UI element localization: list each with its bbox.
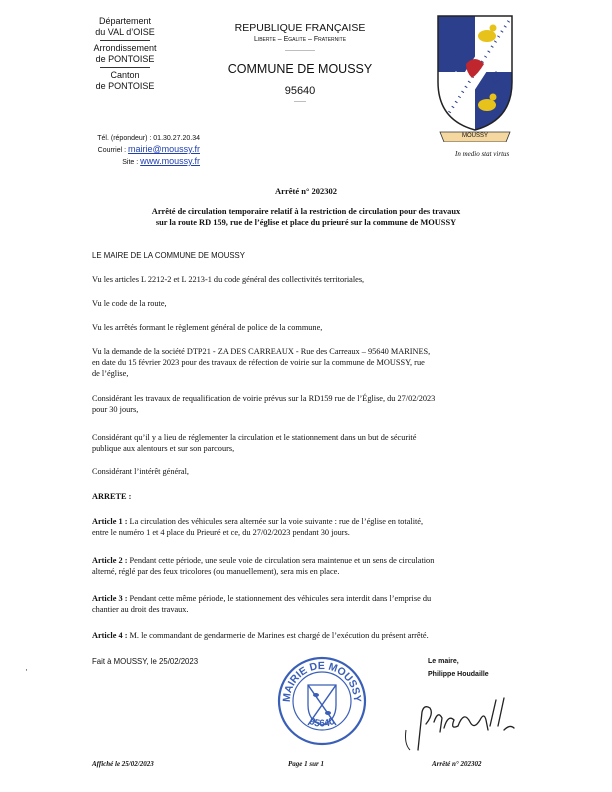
separator: --------------- [285, 48, 315, 54]
coat-of-arms [430, 12, 520, 142]
text-line: Considérant les travaux de requalification de voirie prévus sur la RD159 rue de l’Église, du 27/02/2023 [92, 394, 436, 403]
footer-affiche: Affiché le 25/02/2023 [92, 760, 154, 768]
postcode: 95640 [284, 85, 316, 97]
arrete-number: Arrêté n° 202302 [275, 186, 337, 196]
vu-reglement: Vu les arrêtés formant le règlement général de police de la commune, [92, 323, 323, 332]
text-line [92, 630, 522, 641]
article-2-label: Article 2 : [92, 556, 128, 565]
email-row [60, 144, 200, 156]
site-row [60, 156, 200, 168]
mairie-stamp [276, 655, 368, 747]
stamp-top-text: MAIRIE DE MOUSSY [280, 659, 364, 703]
article-3 [92, 593, 522, 615]
text-line [92, 593, 522, 604]
footer-page: Page 1 sur 1 [288, 760, 324, 768]
arrete-heading: ARRETE : [92, 492, 132, 501]
article-3-label: Article 3 : [92, 594, 128, 603]
text-line: en date du 15 février 2023 pour des travaux de réfection de voirie sur la commune de MOUSSY, rue [92, 358, 425, 367]
republique: REPUBLIQUE FRANÇAISE [234, 22, 366, 34]
email-link[interactable]: mairie@moussy.fr [128, 144, 200, 154]
stray-dot: · [25, 665, 28, 675]
text-line: de l’église, [92, 369, 129, 378]
signature [400, 690, 520, 755]
text-line: Considérant qu’il y a lieu de réglementer la circulation et le stationnement dans un but de sécurité [92, 433, 417, 442]
article-4 [92, 630, 522, 641]
canton-line1: Canton [110, 70, 140, 80]
svg-text:⚜: ⚜ [447, 68, 465, 89]
article-4-label: Article 4 : [92, 631, 128, 640]
article-text: Pendant cette période, une seule voie de circulation sera maintenue et un sens de circulation [127, 556, 435, 565]
title-line1: Arrêté de circulation temporaire relatif à la restriction de circulation pour des travaux [151, 207, 461, 216]
header-center [200, 22, 400, 105]
title-line2: sur la route RD 159, rue de l’église et place du prieuré sur la commune de MOUSSY [155, 218, 457, 227]
phone: Tél. (répondeur) : 01.30.27.20.34 [97, 135, 200, 142]
text-line: publique aux alentours et sur son parcours, [92, 444, 235, 453]
signer-block [428, 655, 489, 681]
departement-line2: du VAL d’OISE [95, 27, 155, 37]
departement-line1: Département [98, 16, 152, 26]
devise: Liberte – Egalite – Fraternite [253, 36, 347, 43]
text-line: Vu la demande de la société DTP21 - ZA DES CARREAUX - Rue des Carreaux – 95640 MARINES, [92, 347, 431, 356]
signature-icon [400, 690, 520, 755]
text-line: chantier au droit des travaux. [92, 605, 189, 614]
arrondissement-line1: Arrondissement [93, 43, 157, 53]
vu-code-route: Vu le code de la route, [92, 299, 167, 308]
signer-title: Le maire, [428, 658, 459, 665]
signer-name: Philippe Houdaille [428, 671, 489, 678]
arrondissement-line2: de PONTOISE [95, 54, 155, 64]
text-line: pour 30 jours, [92, 405, 139, 414]
considerant-travaux [92, 393, 522, 415]
fait-a: Fait à MOUSSY, le 25/02/2023 [92, 657, 199, 666]
considerant-securite [92, 432, 522, 454]
divider [100, 67, 150, 68]
maire-heading: LE MAIRE DE LA COMMUNE DE MOUSSY [92, 251, 245, 260]
canton-line2: de PONTOISE [95, 81, 155, 91]
crest-icon [430, 12, 520, 142]
vu-demande [92, 346, 522, 379]
arrete-title [82, 206, 530, 228]
text-line: entre le numéro 1 et 4 place du Prieuré et ce, du 27/02/2023 pendant 30 jours. [92, 528, 350, 537]
footer-arrete: Arrêté n° 202302 [432, 760, 482, 768]
commune-title: COMMUNE DE MOUSSY [227, 62, 373, 76]
vu-articles: Vu les articles L 2212-2 et L 2213-1 du code général des collectivités territoriales, [92, 275, 365, 284]
article-text: La circulation des véhicules sera alternée sur la voie suivante : rue de l’église en totalité, [127, 517, 424, 526]
separator: ------ [294, 99, 306, 105]
administrative-block [80, 16, 170, 92]
crest-motto: In medio stat virtus [455, 150, 510, 158]
email-label: Courriel : [97, 147, 127, 154]
text-line [92, 516, 522, 527]
considerant-interet: Considérant l’intérêt général, [92, 467, 189, 476]
divider [100, 40, 150, 41]
article-2 [92, 555, 522, 577]
stamp-bottom-text: 95640 [307, 716, 337, 730]
site-link[interactable]: www.moussy.fr [140, 156, 200, 166]
contact-block [60, 133, 200, 168]
article-1 [92, 516, 522, 538]
site-label: Site : [122, 159, 139, 166]
article-text: M. le commandant de gendarmerie de Marines est chargé de l’exécution du présent arrêté. [127, 631, 429, 640]
text-line: alterné, réglé par des feux tricolores (ou manuellement), sera mis en place. [92, 567, 340, 576]
svg-text:⚜: ⚜ [487, 68, 505, 89]
text-line [92, 555, 522, 566]
crest-banner: MOUSSY [461, 133, 488, 139]
stamp-icon [276, 655, 368, 747]
article-1-label: Article 1 : [92, 517, 128, 526]
article-text: Pendant cette même période, le stationnement des véhicules sera interdit dans l’emprise du [127, 594, 432, 603]
